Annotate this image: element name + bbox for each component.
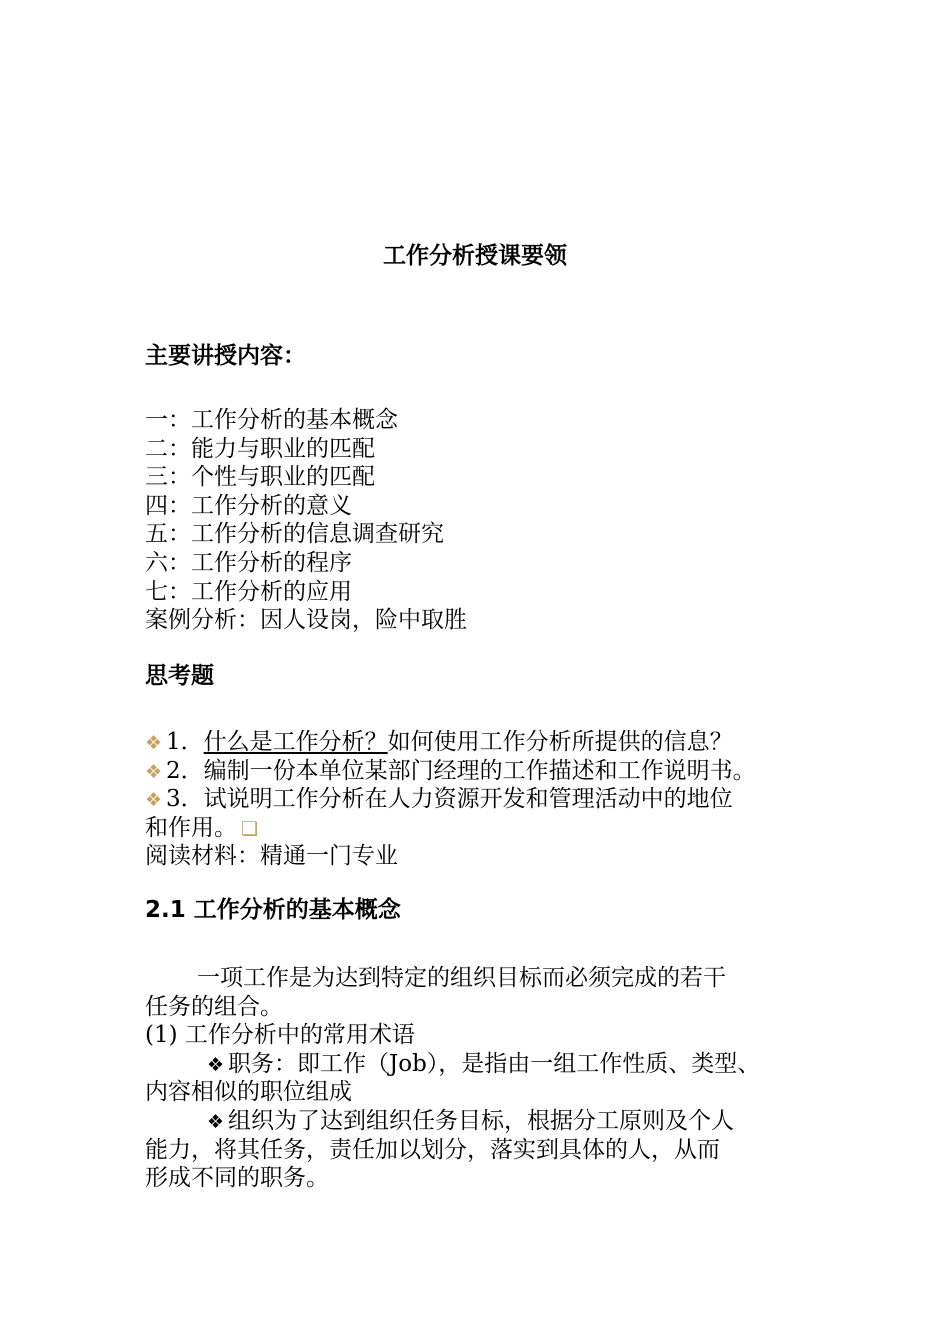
diamond-bullet-icon: ❖ (207, 1110, 225, 1133)
question-3-text: 3．试说明工作分析在人力资源开发和管理活动中的地位 (166, 786, 733, 813)
outline-case-study: 案例分析：因人设岗，险中取胜 (145, 607, 467, 634)
term-bullet-1-continued: 内容相似的职位组成 (145, 1079, 352, 1106)
section-body (145, 964, 835, 1193)
questions-heading: 思考题 (145, 663, 214, 689)
questions-list (145, 728, 835, 871)
outline-item: 四：工作分析的意义 (145, 492, 352, 519)
outline-item: 七：工作分析的应用 (145, 578, 352, 605)
term-bullet-1-text: 职务：即工作（Job），是指由一组工作性质、类型、 (228, 1050, 761, 1077)
section-paragraph-line: 任务的组合。 (145, 993, 283, 1020)
main-content-heading: 主要讲授内容： (145, 343, 306, 369)
term-bullet-2-continued: 能力，将其任务，责任加以划分，落实到具体的人，从而 (145, 1136, 720, 1163)
section-heading: 2.1 工作分析的基本概念 (145, 897, 401, 923)
diamond-bullet-icon: ❖ (145, 789, 163, 812)
question-3-continued (145, 814, 835, 843)
term-bullet-1 (145, 1050, 835, 1079)
question-3-text-end: 和作用。 (145, 814, 237, 841)
term-bullet-2-continued: 形成不同的职务。 (145, 1165, 329, 1192)
diamond-bullet-icon: ❖ (207, 1053, 225, 1076)
term-bullet-2-text: 组织为了达到组织任务目标，根据分工原则及个人 (228, 1107, 734, 1134)
term-bullet-2 (145, 1107, 835, 1136)
question-2-text: 2．编制一份本单位某部门经理的工作描述和工作说明书。 (166, 757, 756, 784)
outline-item: 五：工作分析的信息调查研究 (145, 521, 444, 548)
outline-item: 一：工作分析的基本概念 (145, 407, 398, 433)
question-1 (145, 728, 835, 757)
question-1-number: 1． (166, 729, 204, 755)
document-title: 工作分析授课要领 (383, 243, 567, 269)
outline-item: 三：个性与职业的匹配 (145, 464, 375, 491)
question-3 (145, 785, 835, 814)
terms-subheading: (1) 工作分析中的常用术语 (145, 1022, 415, 1049)
question-2 (145, 757, 835, 786)
square-end-icon: ❑ (241, 817, 259, 840)
outline-item: 二：能力与职业的匹配 (145, 435, 375, 462)
section-paragraph-line: 一项工作是为达到特定的组织目标而必须完成的若干 (197, 965, 726, 991)
question-1-rest: 如何使用工作分析所提供的信息？ (387, 729, 733, 755)
diamond-bullet-icon: ❖ (145, 732, 163, 754)
outline-item: 六：工作分析的程序 (145, 549, 352, 576)
reading-material: 阅读材料：精通一门专业 (145, 843, 398, 870)
question-1-link[interactable]: 什么是工作分析？ (203, 729, 388, 755)
outline-list (145, 406, 835, 635)
diamond-bullet-icon: ❖ (145, 760, 163, 783)
